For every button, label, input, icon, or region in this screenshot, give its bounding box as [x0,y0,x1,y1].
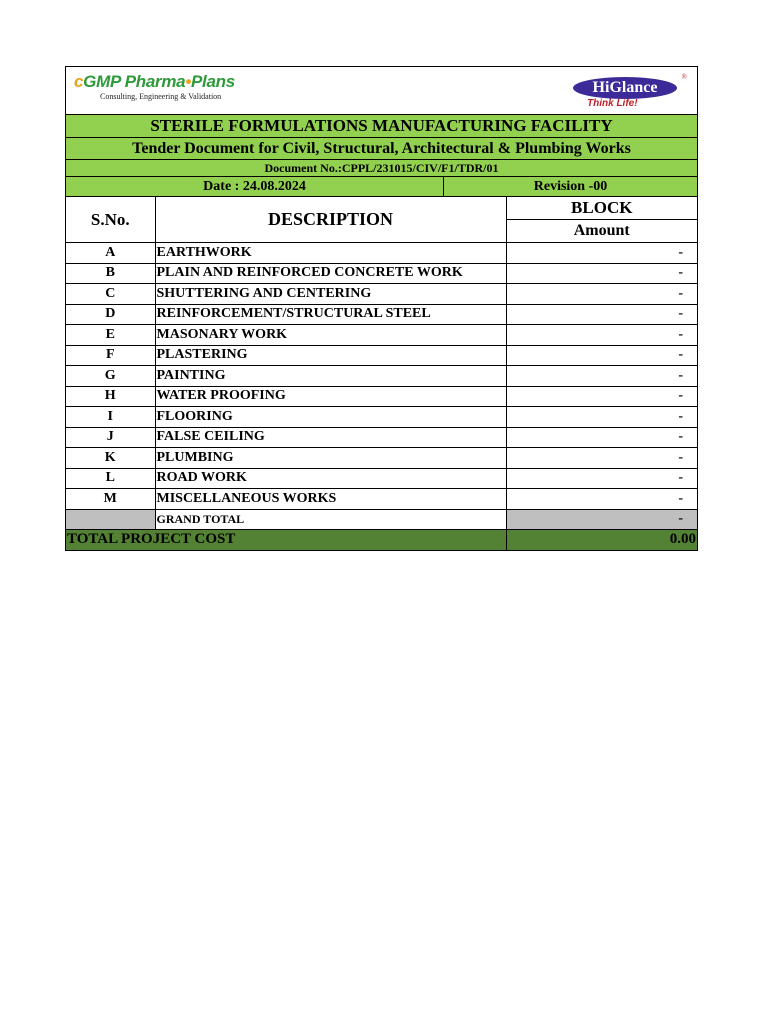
table-row [66,489,697,510]
row-description: MASONARY WORK [155,325,506,346]
column-header-block: BLOCK [506,197,697,220]
cgmp-brand [74,72,235,92]
row-sno: B [66,263,155,284]
table-row [66,407,697,428]
row-amount: - [506,366,697,387]
total-project-cost-label: TOTAL PROJECT COST [66,529,506,550]
table-row [66,366,697,387]
cgmp-tagline: Consulting, Engineering & Validation [100,92,222,101]
summary-table [66,197,697,550]
grand-total-amount: - [506,509,697,529]
row-description: PAINTING [155,366,506,387]
higlance-logo [569,73,687,109]
table-row [66,263,697,284]
row-sno: L [66,468,155,489]
row-amount: - [506,386,697,407]
row-description: MISCELLANEOUS WORKS [155,489,506,510]
cgmp-brand-sep: • [185,72,191,91]
grand-total-row [66,509,697,529]
table-row [66,427,697,448]
grand-total-sno [66,509,155,529]
row-amount: - [506,284,697,305]
registered-mark: ® [681,73,687,81]
column-header-description: DESCRIPTION [155,197,506,243]
table-row [66,386,697,407]
row-sno: C [66,284,155,305]
tender-summary-sheet [65,66,698,551]
row-sno: F [66,345,155,366]
row-amount: - [506,489,697,510]
higlance-tagline: Think Life! [587,98,638,109]
row-amount: - [506,448,697,469]
document-date: Date : 24.08.2024 [66,177,444,196]
row-sno: J [66,427,155,448]
row-description: REINFORCEMENT/STRUCTURAL STEEL [155,304,506,325]
row-amount: - [506,407,697,428]
table-row [66,304,697,325]
cgmp-brand-end: Plans [191,72,235,91]
table-row [66,325,697,346]
table-header-row [66,197,697,220]
column-header-sno: S.No. [66,197,155,243]
table-row [66,243,697,264]
table-row [66,448,697,469]
table-row [66,468,697,489]
row-sno: K [66,448,155,469]
date-revision-row [66,177,697,197]
row-sno: E [66,325,155,346]
row-sno: A [66,243,155,264]
row-sno: M [66,489,155,510]
grand-total-label: GRAND TOTAL [155,509,506,529]
row-sno: G [66,366,155,387]
document-number: Document No.:CPPL/231015/CIV/F1/TDR/01 [66,160,697,177]
row-amount: - [506,427,697,448]
row-amount: - [506,304,697,325]
row-sno: I [66,407,155,428]
column-header-amount: Amount [506,220,697,243]
cgmp-brand-prefix: c [74,72,84,91]
document-revision: Revision -00 [533,179,608,194]
row-sno: H [66,386,155,407]
row-amount: - [506,468,697,489]
logo-row [66,67,697,115]
document-title: STERILE FORMULATIONS MANUFACTURING FACILITY [66,115,697,138]
row-description: EARTHWORK [155,243,506,264]
higlance-brand: HiGlance [573,77,677,99]
row-description: PLAIN AND REINFORCED CONCRETE WORK [155,263,506,284]
row-description: PLUMBING [155,448,506,469]
cgmp-logo [74,72,235,102]
row-amount: - [506,325,697,346]
row-amount: - [506,243,697,264]
row-description: SHUTTERING AND CENTERING [155,284,506,305]
row-amount: - [506,263,697,284]
total-project-cost-amount: 0.00 [506,529,697,550]
row-amount: - [506,345,697,366]
row-description: FALSE CEILING [155,427,506,448]
row-description: WATER PROOFING [155,386,506,407]
table-row [66,345,697,366]
cgmp-brand-main: GMP Pharma [83,72,186,91]
table-row [66,284,697,305]
row-description: PLASTERING [155,345,506,366]
document-subtitle: Tender Document for Civil, Structural, Architectural & Plumbing Works [66,138,697,160]
row-description: ROAD WORK [155,468,506,489]
total-project-cost-row [66,529,697,550]
row-description: FLOORING [155,407,506,428]
row-sno: D [66,304,155,325]
